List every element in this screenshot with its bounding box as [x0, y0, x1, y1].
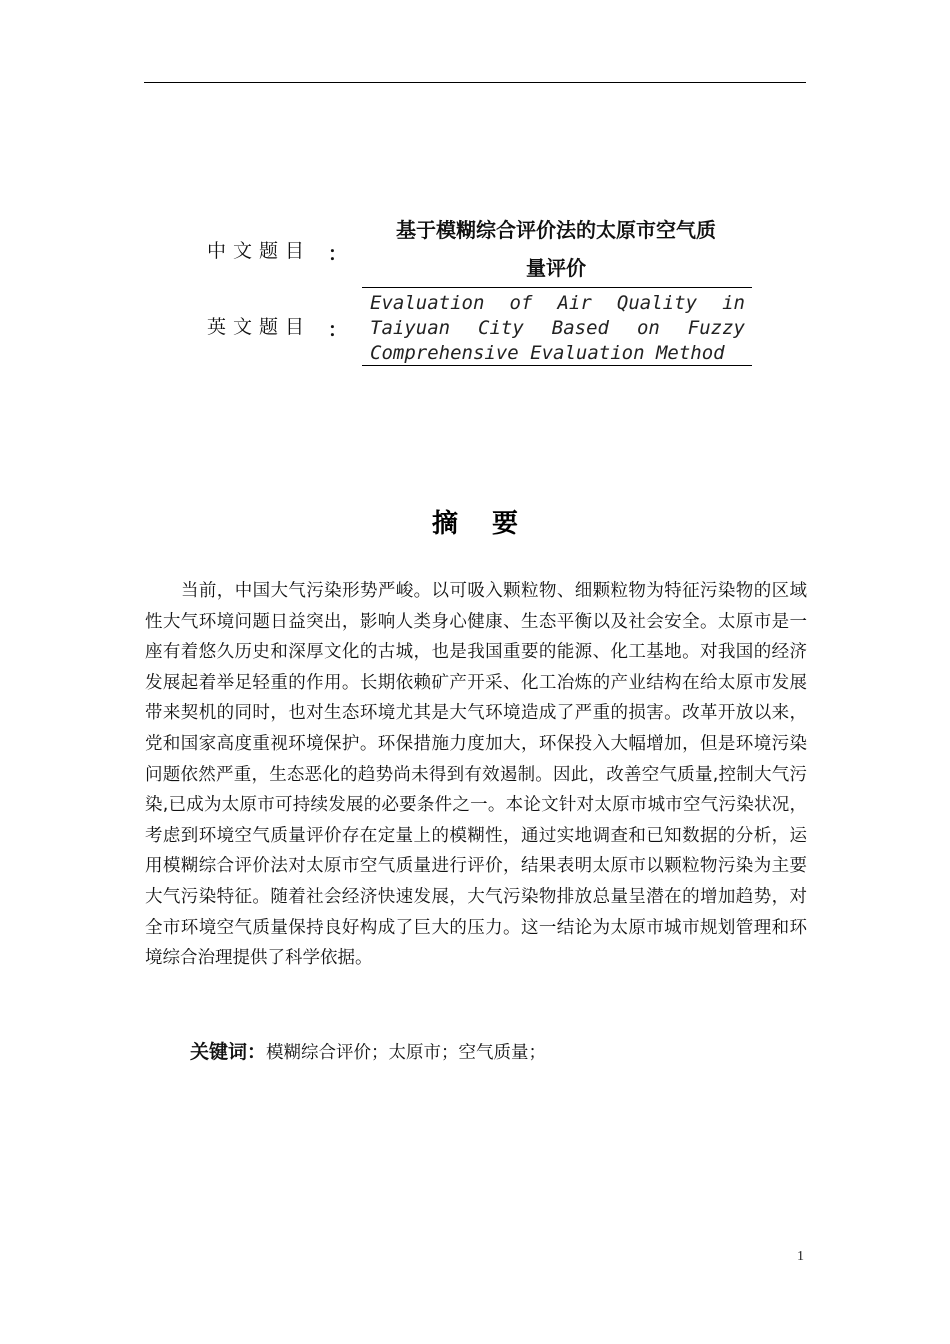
chinese-title-underline — [362, 287, 752, 288]
page-number: 1 — [797, 1249, 804, 1264]
keywords — [190, 1037, 546, 1064]
keywords-text: 模糊综合评价；太原市；空气质量； — [266, 1043, 547, 1063]
english-title-line-2: Taiyuan City Based on Fuzzy — [370, 317, 745, 339]
chinese-title-colon: ： — [328, 243, 348, 265]
chinese-title-line-2: 量评价 — [526, 256, 586, 280]
keywords-label: 关键词： — [190, 1041, 267, 1063]
title-block — [0, 0, 950, 380]
english-title-underline — [362, 365, 752, 366]
chinese-title-label: 中文题目 — [207, 240, 312, 262]
english-title — [370, 291, 745, 366]
english-title-line-1: Evaluation of Air Quality in — [370, 292, 745, 314]
english-title-label: 英文题目 — [207, 316, 312, 338]
english-title-colon: ： — [328, 319, 348, 341]
abstract-heading: 摘要 — [431, 509, 552, 539]
chinese-title-line-1: 基于模糊综合评价法的太原市空气质 — [396, 218, 716, 242]
english-title-line-3: Comprehensive Evaluation Method — [370, 342, 725, 364]
chinese-title-line-2-wrap — [362, 249, 750, 287]
abstract-body: 当前，中国大气污染形势严峻。以可吸入颗粒物、细颗粒物为特征污染物的区域性大气环境问题日益突出，影响人类身心健康、生态平衡以及社会安全。太原市是一座有着悠久历史和深厚文化的古城，也是我国重要的能源、化工基地。对我国的经济发展起着举足轻重的作用。长期依赖矿产开采、化工冶炼的产业结构在给太原市发展带来契机的同时，也对生态环境尤其是大气环境造成了严重的损害。改革开放以来，党和国家高度重视环境保护。环保措施力度加大，环保投入大幅增加，但是环境污染问题依然严重，生态恶化的趋势尚未得到有效遏制。因此，改善空气质量,控制大气污染,已成为太原市可持续发展的必要条件之一。本论文针对太原市城市空气污染状况，考虑到环境空气质量评价存在定量上的模糊性，通过实地调查和已知数据的分析，运用模糊综合评价法对太原市空气质量进行评价，结果表明太原市以颗粒物污染为主要大气污染特征。随着社会经济快速发展，大气污染物排放总量呈潜在的增加趋势，对全市环境空气质量保持良好构成了巨大的压力。这一结论为太原市城市规划管理和环境综合治理提供了科学依据。 — [145, 581, 807, 969]
